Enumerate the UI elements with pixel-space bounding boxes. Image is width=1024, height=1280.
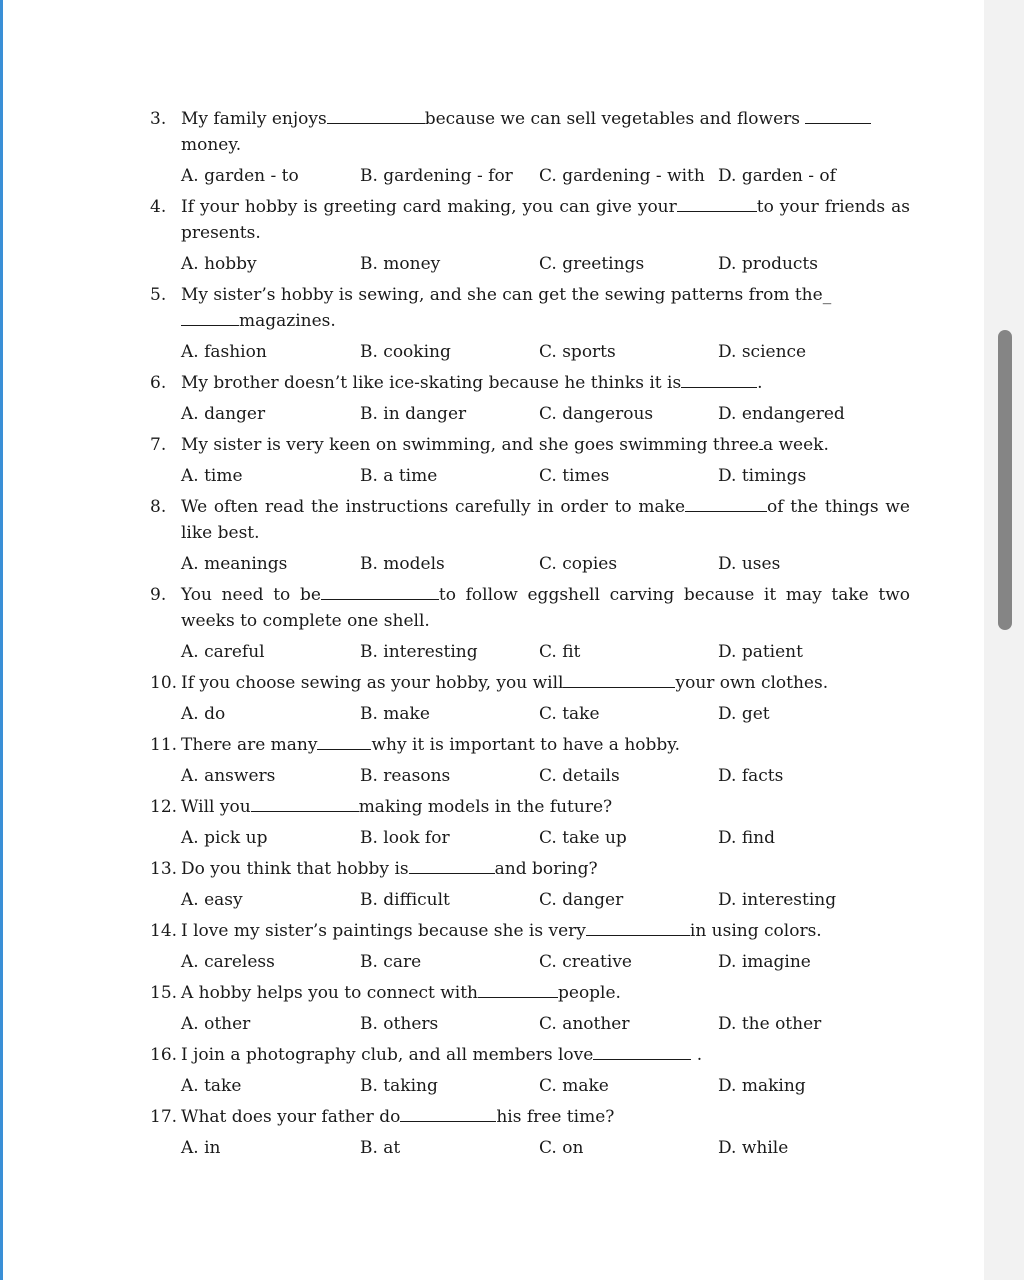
question-15 bbox=[150, 980, 910, 1037]
option-a: A. danger bbox=[181, 404, 266, 424]
option-a: A. fashion bbox=[181, 342, 267, 362]
question-stem bbox=[150, 732, 910, 758]
option-c: C. take up bbox=[539, 828, 627, 848]
question-number: 3. bbox=[150, 109, 167, 129]
option-b: B. at bbox=[360, 1138, 401, 1158]
option-d: D. products bbox=[718, 254, 818, 274]
stem-text-part1: You need to be bbox=[181, 585, 321, 605]
answer-options bbox=[150, 339, 910, 365]
question-8 bbox=[150, 494, 910, 577]
answer-blank bbox=[593, 1042, 691, 1060]
option-d: D. timings bbox=[718, 466, 807, 486]
stem-text-part1: My sister’s hobby is sewing, and she can get the sewing patterns from the_ bbox=[181, 285, 832, 305]
option-a: A. careless bbox=[181, 952, 275, 972]
question-stem bbox=[150, 1042, 910, 1068]
option-b: B. reasons bbox=[360, 766, 451, 786]
question-3 bbox=[150, 106, 910, 189]
answer-options bbox=[150, 463, 910, 489]
answer-blank bbox=[400, 1104, 496, 1122]
answer-blank bbox=[181, 308, 239, 326]
stem-text-part2: because we can sell vegetables and flowers bbox=[424, 109, 800, 129]
question-17 bbox=[150, 1104, 910, 1161]
option-d: D. facts bbox=[718, 766, 784, 786]
option-b: B. interesting bbox=[360, 642, 478, 662]
stem-text-part2: in using colors. bbox=[689, 921, 822, 941]
stem-text-part3: money. bbox=[181, 135, 242, 155]
stem-text-part1: I join a photography club, and all members love bbox=[181, 1045, 594, 1065]
stem-text-part2: to your friends as presents. bbox=[181, 197, 910, 243]
option-d: D. find bbox=[718, 828, 776, 848]
answer-blank bbox=[409, 856, 495, 874]
question-stem bbox=[150, 432, 910, 458]
stem-text-part1: If you choose sewing as your hobby, you will bbox=[181, 673, 564, 693]
question-number: 7. bbox=[150, 435, 167, 455]
option-d: D. garden - of bbox=[718, 166, 836, 186]
answer-blank bbox=[681, 370, 757, 388]
stem-text-part2: of the things we like best. bbox=[181, 497, 910, 543]
question-11 bbox=[150, 732, 910, 789]
question-16 bbox=[150, 1042, 910, 1099]
stem-text-part1: What does your father do bbox=[181, 1107, 401, 1127]
question-number: 9. bbox=[150, 585, 167, 605]
option-a: A. garden - to bbox=[181, 166, 299, 186]
option-d: D. uses bbox=[718, 554, 781, 574]
question-number: 5. bbox=[150, 285, 167, 305]
question-number: 16. bbox=[150, 1045, 178, 1065]
option-a: A. meanings bbox=[181, 554, 288, 574]
stem-text-part2: your own clothes. bbox=[675, 673, 829, 693]
stem-text-part2: his free time? bbox=[496, 1107, 615, 1127]
option-b: B. make bbox=[360, 704, 430, 724]
option-c: C. fit bbox=[539, 642, 581, 662]
answer-options bbox=[150, 639, 910, 665]
question-number: 15. bbox=[150, 983, 178, 1003]
option-d: D. science bbox=[718, 342, 807, 362]
question-6 bbox=[150, 370, 910, 427]
question-stem bbox=[150, 106, 910, 158]
stem-text-part2: . bbox=[757, 373, 763, 393]
answer-options bbox=[150, 251, 910, 277]
option-b: B. cooking bbox=[360, 342, 451, 362]
question-stem bbox=[150, 370, 910, 396]
stem-text-part2: . bbox=[696, 1045, 703, 1065]
option-d: D. interesting bbox=[718, 890, 837, 910]
option-a: A. careful bbox=[181, 642, 265, 662]
option-a: A. take bbox=[181, 1076, 242, 1096]
question-7 bbox=[150, 432, 910, 489]
option-b: B. in danger bbox=[360, 404, 467, 424]
answer-options bbox=[150, 949, 910, 975]
answer-options bbox=[150, 163, 910, 189]
stem-text-part1: Will you bbox=[181, 797, 251, 817]
option-c: C. take bbox=[539, 704, 600, 724]
option-b: B. difficult bbox=[360, 890, 450, 910]
option-d: D. endangered bbox=[718, 404, 845, 424]
answer-blank bbox=[805, 106, 871, 124]
answer-options bbox=[150, 401, 910, 427]
option-c: C. gardening - with bbox=[539, 166, 705, 186]
option-a: A. time bbox=[181, 466, 243, 486]
option-c: C. make bbox=[539, 1076, 609, 1096]
question-10 bbox=[150, 670, 910, 727]
question-stem bbox=[150, 670, 910, 696]
option-c: C. on bbox=[539, 1138, 584, 1158]
option-c: C. times bbox=[539, 466, 610, 486]
question-number: 12. bbox=[150, 797, 178, 817]
option-b: B. gardening - for bbox=[360, 166, 513, 186]
option-d: D. patient bbox=[718, 642, 803, 662]
answer-blank bbox=[563, 670, 675, 688]
stem-text-part1: We often read the instructions carefully in order to make bbox=[181, 497, 686, 517]
option-a: A. answers bbox=[181, 766, 276, 786]
answer-options bbox=[150, 1135, 910, 1161]
question-9 bbox=[150, 582, 910, 665]
question-number: 14. bbox=[150, 921, 178, 941]
worksheet bbox=[150, 106, 910, 1166]
answer-blank bbox=[677, 194, 757, 212]
answer-options bbox=[150, 551, 910, 577]
question-14 bbox=[150, 918, 910, 975]
answer-blank bbox=[478, 980, 558, 998]
option-a: A. in bbox=[181, 1138, 221, 1158]
option-b: B. taking bbox=[360, 1076, 438, 1096]
option-c: C. another bbox=[539, 1014, 630, 1034]
question-number: 13. bbox=[150, 859, 178, 879]
stem-text-part2: making models in the future? bbox=[358, 797, 613, 817]
question-stem bbox=[150, 918, 910, 944]
option-d: D. get bbox=[718, 704, 770, 724]
question-4 bbox=[150, 194, 910, 277]
question-number: 6. bbox=[150, 373, 167, 393]
question-stem bbox=[150, 194, 910, 246]
answer-options bbox=[150, 825, 910, 851]
option-c: C. greetings bbox=[539, 254, 645, 274]
question-13 bbox=[150, 856, 910, 913]
answer-options bbox=[150, 1011, 910, 1037]
stem-text-part1: My sister is very keen on swimming, and she goes swimming three bbox=[181, 435, 759, 455]
stem-text-part2: to follow eggshell carving because it may take two weeks to complete one shell. bbox=[181, 585, 910, 631]
stem-text-part1: If your hobby is greeting card making, you can give your bbox=[181, 197, 677, 217]
question-stem bbox=[150, 282, 910, 334]
question-stem bbox=[150, 980, 910, 1006]
option-c: C. copies bbox=[539, 554, 618, 574]
option-c: C. dangerous bbox=[539, 404, 654, 424]
answer-options bbox=[150, 701, 910, 727]
option-c: C. sports bbox=[539, 342, 616, 362]
answer-options bbox=[150, 1073, 910, 1099]
answer-blank bbox=[317, 732, 371, 750]
stem-text-part2: people. bbox=[558, 983, 621, 1003]
stem-text-part1: There are many bbox=[181, 735, 318, 755]
option-d: D. while bbox=[718, 1138, 789, 1158]
option-a: A. hobby bbox=[181, 254, 257, 274]
question-stem bbox=[150, 1104, 910, 1130]
question-stem bbox=[150, 582, 910, 634]
option-b: B. models bbox=[360, 554, 445, 574]
option-b: B. care bbox=[360, 952, 422, 972]
answer-blank bbox=[251, 794, 359, 812]
question-number: 11. bbox=[150, 735, 178, 755]
stem-text-part2: and boring? bbox=[494, 859, 598, 879]
answer-blank bbox=[685, 494, 767, 512]
answer-blank bbox=[321, 582, 439, 600]
scrollbar-thumb[interactable] bbox=[998, 330, 1012, 630]
question-12 bbox=[150, 794, 910, 851]
option-b: B. look for bbox=[360, 828, 450, 848]
answer-options bbox=[150, 887, 910, 913]
question-number: 4. bbox=[150, 197, 167, 217]
stem-text-part1: I love my sister’s paintings because she is very bbox=[181, 921, 586, 941]
option-b: B. a time bbox=[360, 466, 438, 486]
question-stem bbox=[150, 794, 910, 820]
stem-text-part2: why it is important to have a hobby. bbox=[371, 735, 681, 755]
option-d: D. imagine bbox=[718, 952, 811, 972]
option-d: D. making bbox=[718, 1076, 806, 1096]
question-number: 10. bbox=[150, 673, 178, 693]
question-stem bbox=[150, 494, 910, 546]
question-stem bbox=[150, 856, 910, 882]
answer-blank bbox=[586, 918, 690, 936]
option-a: A. easy bbox=[181, 890, 243, 910]
option-b: B. others bbox=[360, 1014, 439, 1034]
stem-text-part1: A hobby helps you to connect with bbox=[181, 983, 478, 1003]
scrollbar-track[interactable] bbox=[984, 0, 1024, 1280]
stem-text-part2: magazines. bbox=[239, 311, 336, 331]
question-number: 17. bbox=[150, 1107, 178, 1127]
window-left-edge bbox=[0, 0, 3, 1280]
answer-blank bbox=[327, 106, 425, 124]
option-a: A. do bbox=[181, 704, 226, 724]
stem-text-part1: Do you think that hobby is bbox=[181, 859, 409, 879]
stem-text-part2: a week. bbox=[762, 435, 829, 455]
option-d: D. the other bbox=[718, 1014, 822, 1034]
question-number: 8. bbox=[150, 497, 167, 517]
option-c: C. details bbox=[539, 766, 620, 786]
stem-text-part1: My family enjoys bbox=[181, 109, 327, 129]
option-a: A. other bbox=[181, 1014, 251, 1034]
stem-text-part1: My brother doesn’t like ice-skating because he thinks it is bbox=[181, 373, 682, 393]
answer-options bbox=[150, 763, 910, 789]
option-a: A. pick up bbox=[181, 828, 268, 848]
option-c: C. creative bbox=[539, 952, 632, 972]
option-b: B. money bbox=[360, 254, 441, 274]
question-5 bbox=[150, 282, 910, 365]
option-c: C. danger bbox=[539, 890, 624, 910]
